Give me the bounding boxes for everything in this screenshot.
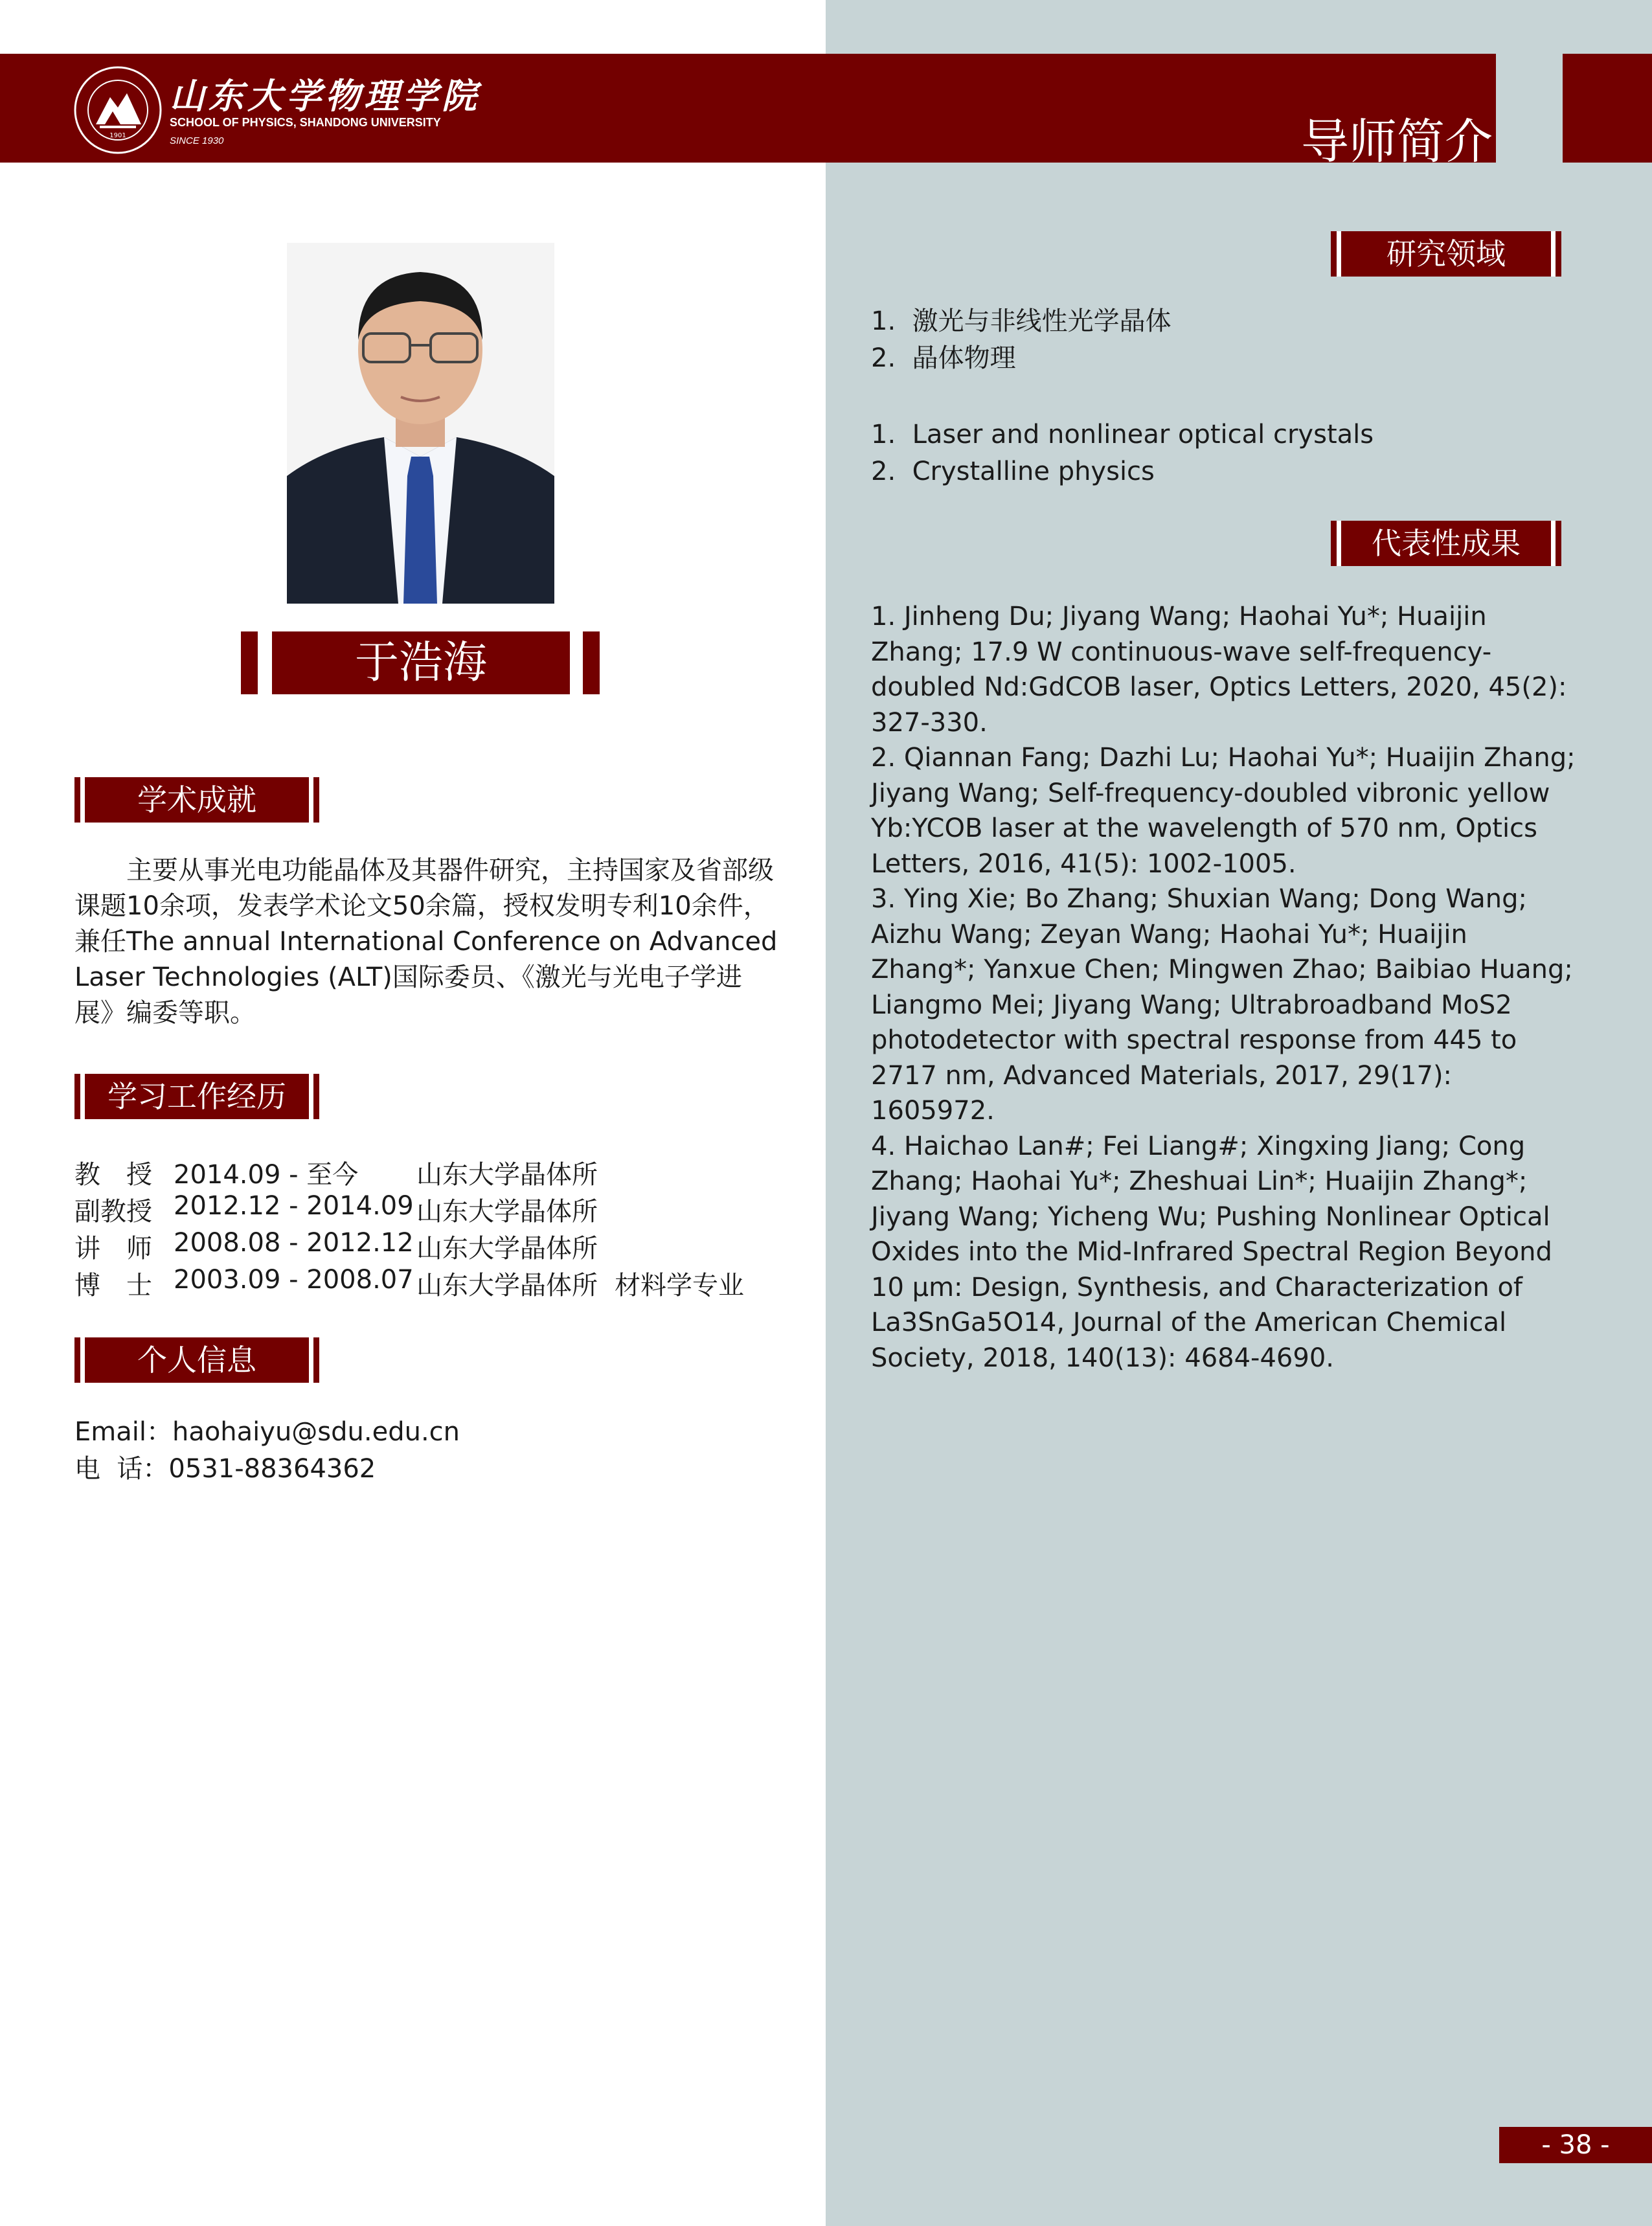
school-name-en: SCHOOL OF PHYSICS, SHANDONG UNIVERSITY: [170, 116, 441, 129]
school-name-cn: 山东大学物理学院: [170, 75, 481, 117]
publication-item: 3. Ying Xie; Bo Zhang; Shuxian Wang; Dong Wang; Aizhu Wang; Zeyan Wang; Haohai Yu*; Huaijin Zhang*; Yanxue Chen; Mingwen Zhao; Baibiao Huang; Liangmo Mei; Jiyang Wang; Ultrabroadband MoS2 photodetector with spectral response from 445 to 2717 nm, Advanced Materials, 2017, 29(17): 1605972.: [871, 884, 1573, 1126]
history-period: 2008.08 - 2012.12: [174, 1228, 414, 1258]
research-item-cn: 1. 激光与非线性光学晶体: [871, 306, 1171, 336]
history-place: 山东大学晶体所: [416, 1197, 598, 1227]
svg-text:1901: 1901: [109, 132, 126, 139]
section-personal: [74, 1337, 319, 1383]
school-since: SINCE 1930: [170, 135, 224, 146]
history-title: 博 士: [74, 1271, 152, 1300]
portrait-photo: [287, 243, 554, 604]
section-results: [1331, 521, 1561, 566]
academic-text: 主要从事光电功能晶体及其器件研究，主持国家及省部级课题10余项，发表学术论文50余篇，授权发明专利10余件，兼任The annual International Conference on Advanced Laser Technologies (ALT)国际委员、《激光与光电子学进展》编委等职。: [74, 856, 778, 1028]
page-number: - 38 -: [1499, 2127, 1652, 2163]
history-title: 教 授: [74, 1160, 152, 1190]
name-stripe-left: [241, 631, 258, 694]
section-personal-label: 个人信息: [137, 1343, 256, 1378]
publication-item: 2. Qiannan Fang; Dazhi Lu; Haohai Yu*; Huaijin Zhang; Jiyang Wang; Self-frequency-doubled vibronic yellow Yb:YCOB laser at the wavelength of 570 nm, Optics Letters, 2016, 41(5): 1002-1005.: [871, 743, 1576, 879]
section-research-label: 研究领域: [1386, 236, 1506, 271]
section-academic-label: 学术成就: [137, 782, 256, 817]
history-place: 山东大学晶体所: [416, 1160, 598, 1190]
section-academic: [74, 777, 319, 823]
contact-email[interactable]: Email：haohaiyu@sdu.edu.cn: [74, 1417, 460, 1447]
history-title: 讲 师: [74, 1234, 152, 1264]
history-period: 2014.09 - 至今: [174, 1160, 359, 1190]
publication-item: 4. Haichao Lan#; Fei Liang#; Xingxing Jiang; Cong Zhang; Haohai Yu*; Zheshuai Lin*; Huaijin Zhang*; Jiyang Wang; Yicheng Wu; Pushing Nonlinear Optical Oxides into the Mid-Infrared Spectral Region Beyond 10 μm: Design, Synthesis, and Characterization of La3SnGa5O14, Journal of the American Chemical Society, 2018, 140(13): 4684-4690.: [871, 1131, 1552, 1373]
research-item-en: 1. Laser and nonlinear optical crystals: [871, 420, 1374, 449]
section-history: [74, 1074, 319, 1119]
history-period: 2012.12 - 2014.09: [174, 1191, 414, 1221]
contact-phone: 电 话：0531-88364362: [74, 1454, 376, 1484]
name-stripe-right: [583, 631, 600, 694]
history-place: 山东大学晶体所: [416, 1234, 598, 1264]
research-item-en: 2. Crystalline physics: [871, 457, 1155, 486]
publication-item: 1. Jinheng Du; Jiyang Wang; Haohai Yu*; Huaijin Zhang; 17.9 W continuous-wave self-frequency-doubled Nd:GdCOB laser, Optics Letters, 2020, 45(2): 327-330.: [871, 602, 1567, 738]
section-results-label: 代表性成果: [1372, 526, 1521, 561]
research-item-cn: 2. 晶体物理: [871, 343, 1016, 373]
history-place: 山东大学晶体所: [416, 1271, 598, 1300]
header-tab: [1563, 54, 1652, 163]
section-research: [1331, 231, 1561, 277]
publication-list: [871, 599, 1577, 1376]
history-period: 2003.09 - 2008.07: [174, 1265, 414, 1295]
history-extra: 材料学专业: [615, 1271, 744, 1300]
history-title: 副教授: [74, 1197, 152, 1227]
university-seal-logo: [73, 65, 163, 155]
page-title: 导师简介: [1301, 114, 1493, 170]
person-name: 于浩海: [272, 631, 570, 694]
section-history-label: 学习工作经历: [107, 1079, 286, 1114]
